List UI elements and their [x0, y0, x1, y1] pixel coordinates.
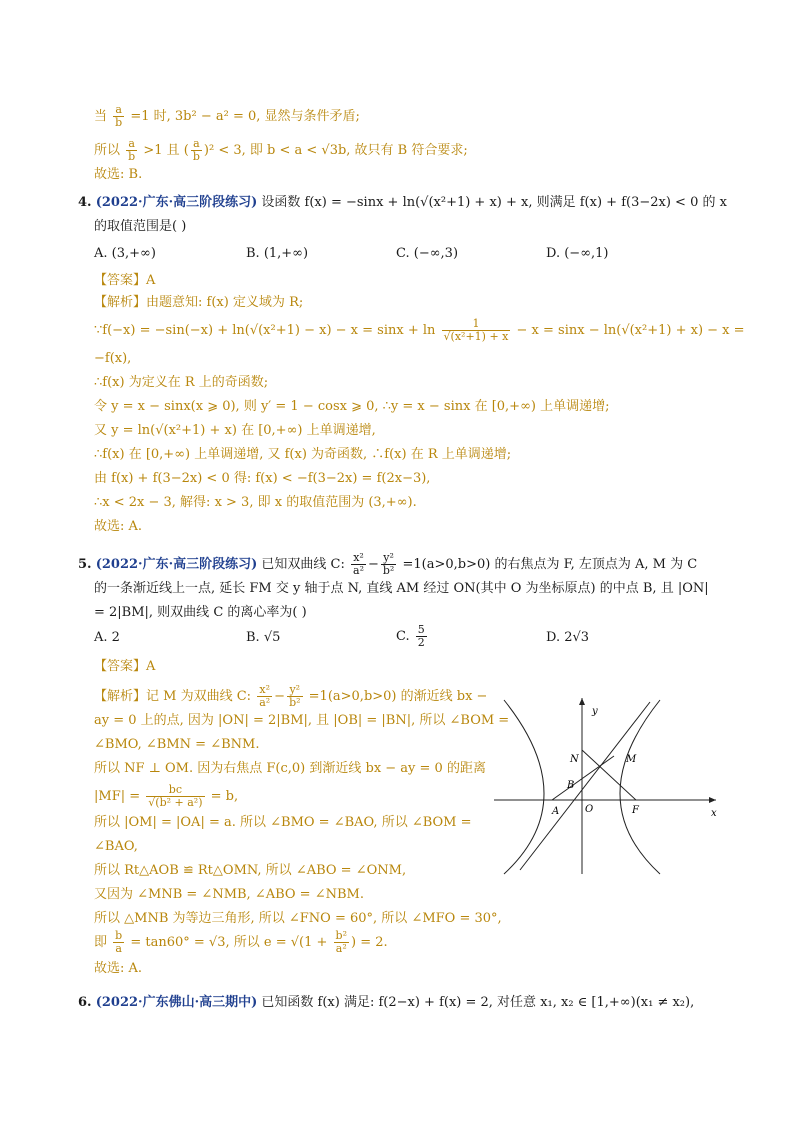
denominator: b² — [289, 696, 301, 709]
q4-explain: ∴f(x) 在 [0,+∞) 上单调递增, 又 f(x) 为奇函数, ∴f(x) 在 R 上单调递增; — [94, 447, 512, 462]
q5-explain: ∠BAO, — [94, 839, 138, 854]
fraction — [191, 138, 202, 163]
fraction — [287, 684, 302, 709]
q5-explain: 所以 Rt△AOB ≌ Rt△OMN, 所以 ∠ABO = ∠ONM, — [94, 863, 407, 878]
question-5-stem-cont: 的一条渐近线上一点, 延长 FM 交 y 轴于点 N, 直线 AM 经过 ON(其中 O 为坐标原点) 的中点 B, 且 |ON| — [94, 581, 709, 596]
fraction — [334, 930, 349, 955]
text: =1(a>0,b>0) 的渐近线 bx − — [308, 689, 488, 704]
q4-explain: ∴x < 2x − 3, 解得: x > 3, 即 x 的取值范围为 (3,+∞). — [94, 495, 417, 510]
numerator: a — [191, 138, 202, 151]
numerator: b — [115, 929, 123, 942]
question-5-stem-cont: = 2|BM|, 则双曲线 C 的离心率为( ) — [94, 605, 307, 620]
question-source: (2022·广东·高三阶段练习) — [95, 557, 258, 572]
q5-explain: 所以 NF ⊥ OM. 因为右焦点 F(c,0) 到渐近线 bx − ay = 0 的距离 — [94, 761, 486, 776]
q5-answer: 【答案】A — [94, 659, 156, 674]
text: 【解析】记 M 为双曲线 C: — [94, 689, 252, 704]
label-n: N — [570, 754, 579, 765]
text: ) — [350, 935, 357, 950]
fraction — [442, 318, 511, 343]
text: ∵f(−x) = −sin(−x) + ln(√(x²+1) − x) − x = sinx + ln — [94, 323, 436, 338]
numerator: a — [113, 104, 124, 117]
question-5-stem — [78, 552, 697, 577]
q4-explain: 故选: A. — [94, 519, 143, 534]
q4-explain — [94, 318, 745, 343]
denominator: a² — [353, 564, 364, 577]
q4-explain: 令 y = x − sinx(x ⩾ 0), 则 y′ = 1 − cosx ⩾ 0, ∴y = x − sinx 在 [0,+∞) 上单调递增; — [94, 399, 610, 414]
text: − x = sinx − ln(√(x²+1) + x) − x = — [516, 323, 745, 338]
q4-explain: 【解析】由题意知: f(x) 定义域为 R; — [94, 295, 304, 310]
label-f: F — [632, 805, 639, 816]
q5-explain: 又因为 ∠MNB = ∠NMB, ∠ABO = ∠NBM. — [94, 887, 364, 902]
solution-line: 故选: B. — [94, 167, 143, 182]
q4-option-c: C. (−∞,3) — [396, 246, 459, 261]
q5-explain — [94, 930, 388, 955]
text: = 2. — [360, 935, 388, 950]
question-text: 设函数 f(x) = −sinx + ln(√(x²+1) + x) + x, 则满足 f(x) + f(3−2x) < 0 的 x — [261, 195, 727, 210]
text: =1 时, 3b² − a² = 0, 显然与条件矛盾; — [130, 109, 360, 124]
solution-line — [94, 104, 360, 129]
q5-explain — [94, 684, 487, 709]
question-text: 已知双曲线 C: — [261, 557, 345, 572]
q5-explain: 故选: A. — [94, 961, 143, 976]
q4-answer: 【答案】A — [94, 273, 156, 288]
question-4-stem — [78, 194, 727, 212]
fraction — [146, 784, 204, 809]
numerator: x² — [257, 684, 272, 697]
fraction — [113, 930, 124, 955]
fraction — [381, 552, 396, 577]
question-4-stem-cont: 的取值范围是( ) — [94, 219, 187, 234]
q5-option-b: B. √5 — [246, 630, 281, 645]
hyperbola-left-branch — [504, 700, 544, 874]
numerator: a — [126, 138, 137, 151]
numerator: b² — [335, 929, 347, 942]
numerator: 1 — [442, 318, 511, 331]
text: >1 且 — [143, 143, 180, 158]
question-6-stem — [78, 994, 694, 1012]
label-m: M — [626, 754, 637, 765]
q5-option-d: D. 2√3 — [546, 630, 590, 645]
text: ) — [203, 143, 209, 158]
q4-explain: 又 y = ln(√(x²+1) + x) 在 [0,+∞) 上单调递增, — [94, 423, 376, 438]
label-o: O — [585, 804, 594, 815]
q4-explain: −f(x), — [94, 351, 132, 366]
label-x: x — [711, 808, 717, 819]
text: − — [274, 689, 286, 704]
question-source: (2022·广东佛山·高三期中) — [95, 995, 258, 1010]
question-number: 5. — [78, 557, 92, 572]
q4-option-b: B. (1,+∞) — [246, 246, 309, 261]
text: |MF| = — [94, 789, 141, 804]
text: = b, — [210, 789, 239, 804]
numerator: bc — [146, 784, 204, 797]
fraction — [126, 138, 137, 163]
q4-explain: 由 f(x) + f(3−2x) < 0 得: f(x) < −f(3−2x) = f(2x−3), — [94, 471, 431, 486]
denominator: a — [115, 942, 122, 955]
numerator: x² — [351, 552, 366, 565]
text: 当 — [94, 109, 108, 124]
q4-option-a: A. (3,+∞) — [94, 246, 156, 261]
text: 所以 — [94, 143, 121, 158]
line-am — [552, 756, 614, 800]
label-y: y — [592, 706, 598, 717]
question-text: =1(a>0,b>0) 的右焦点为 F, 左顶点为 A, M 为 C — [402, 557, 698, 572]
question-number: 6. — [78, 995, 92, 1010]
q5-explain: ∠BMO, ∠BMN = ∠BNM. — [94, 737, 260, 752]
q4-option-d: D. (−∞,1) — [546, 246, 609, 261]
text: = tan60° = √3, 所以 e = — [130, 935, 287, 950]
text: √(1 + — [290, 935, 332, 950]
denominator: b² — [382, 564, 395, 577]
denominator: √(b² + a²) — [148, 796, 203, 809]
q5-option-c — [396, 624, 429, 649]
text: ( — [183, 143, 189, 158]
solution-line — [94, 138, 468, 163]
numerator: 5 — [417, 623, 425, 636]
fraction — [416, 624, 427, 649]
q5-explain: ay = 0 上的点, 因为 |ON| = 2|BM|, 且 |OB| = |BN|, 所以 ∠BOM = — [94, 713, 510, 728]
label-b: B — [567, 780, 575, 791]
question-source: (2022·广东·高三阶段练习) — [95, 195, 258, 210]
fraction — [257, 684, 272, 709]
denominator: √(x²+1) + x — [443, 330, 509, 343]
q5-explain: 所以 |OM| = |OA| = a. 所以 ∠BMO = ∠BAO, 所以 ∠BOM = — [94, 815, 472, 830]
text: ² < 3, 即 b < a < √3b, 故只有 B 符合要求; — [208, 143, 468, 158]
denominator: a² — [259, 696, 271, 709]
x-axis-arrow — [709, 797, 716, 803]
numerator: y² — [287, 684, 302, 697]
q5-explain — [94, 784, 238, 809]
fraction — [113, 104, 124, 129]
denominator: a² — [335, 942, 347, 955]
asymptote — [520, 702, 650, 870]
text: − — [367, 557, 379, 572]
label-a: A — [552, 806, 560, 817]
denominator: b — [192, 150, 200, 163]
numerator: y² — [381, 552, 396, 565]
question-text: 已知函数 f(x) 满足: f(2−x) + f(x) = 2, 对任意 x₁, x₂ ∈ [1,+∞)(x₁ ≠ x₂), — [261, 995, 695, 1010]
hyperbola-right-branch — [620, 700, 660, 874]
denominator: b — [115, 116, 123, 129]
q4-explain: ∴f(x) 为定义在 R 上的奇函数; — [94, 375, 269, 390]
denominator: 2 — [417, 636, 425, 649]
denominator: b — [128, 150, 136, 163]
q5-option-a: A. 2 — [94, 630, 120, 645]
hyperbola-figure — [490, 692, 722, 878]
y-axis-arrow — [579, 698, 585, 705]
fraction — [351, 552, 366, 577]
q5-explain: 所以 △MNB 为等边三角形, 所以 ∠FNO = 60°, 所以 ∠MFO = 30°, — [94, 911, 502, 926]
text: C. — [396, 629, 410, 644]
text: 即 — [94, 935, 108, 950]
question-number: 4. — [78, 195, 92, 210]
